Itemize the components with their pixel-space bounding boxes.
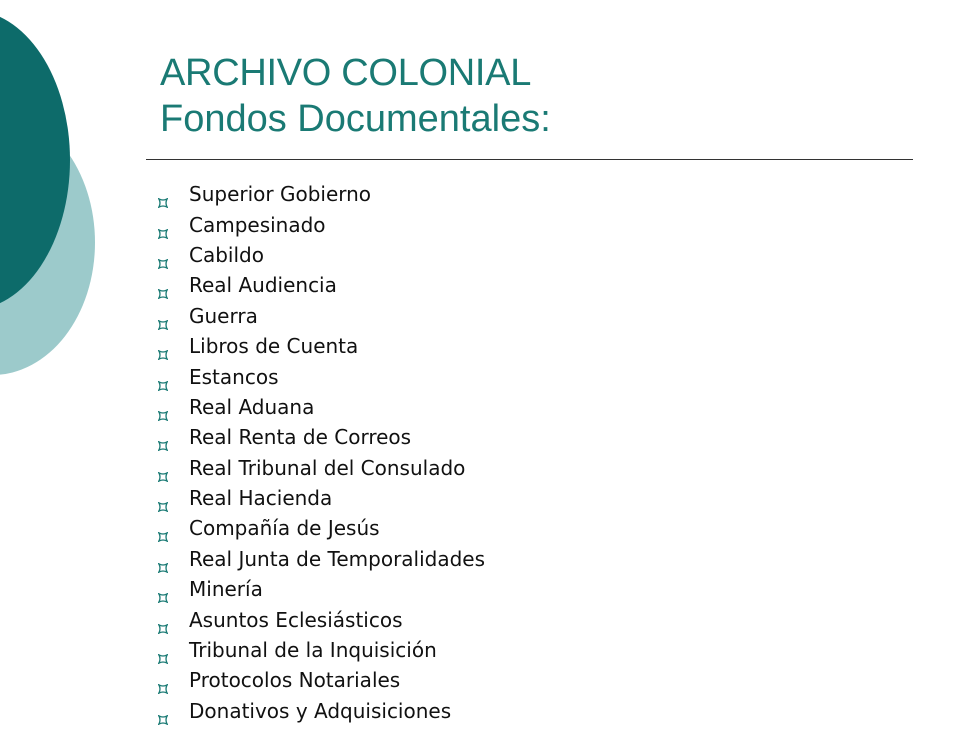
concave-square-bullet-icon xyxy=(158,311,168,321)
list-item-label: Superior Gobierno xyxy=(189,182,372,207)
list-item-label: Real Renta de Correos xyxy=(189,425,412,450)
concave-square-bullet-icon xyxy=(158,280,168,290)
list-item xyxy=(155,696,485,726)
list-item xyxy=(155,331,485,361)
concave-square-bullet-icon xyxy=(158,493,168,503)
list-item-label: Cabildo xyxy=(189,242,264,267)
title-divider xyxy=(146,159,913,160)
concave-square-bullet-icon xyxy=(158,523,168,533)
list-item-label: Real Tribunal del Consulado xyxy=(189,455,466,480)
concave-square-bullet-icon xyxy=(158,432,168,442)
concave-square-bullet-icon xyxy=(158,463,168,473)
list-item-label: Estancos xyxy=(189,364,279,389)
concave-square-bullet-icon xyxy=(158,341,168,351)
list-item xyxy=(155,301,485,331)
list-item-label: Real Aduana xyxy=(189,394,315,419)
list-item-label: Donativos y Adquisiciones xyxy=(189,698,452,723)
concave-square-bullet-icon xyxy=(158,372,168,382)
list-item xyxy=(155,483,485,513)
concave-square-bullet-icon xyxy=(158,554,168,564)
list-item-label: Real Audiencia xyxy=(189,273,337,298)
list-item-label: Asuntos Eclesiásticos xyxy=(189,607,403,632)
concave-square-bullet-icon xyxy=(158,706,168,716)
concave-square-bullet-icon xyxy=(158,402,168,412)
list-item xyxy=(155,574,485,604)
slide-title xyxy=(160,50,551,142)
concave-square-bullet-icon xyxy=(158,645,168,655)
list-item xyxy=(155,604,485,634)
list-item-label: Libros de Cuenta xyxy=(189,334,359,359)
list-item xyxy=(155,392,485,422)
list-item-label: Guerra xyxy=(189,303,258,328)
title-line-2: Fondos Documentales: xyxy=(160,98,551,140)
list-item xyxy=(155,179,485,209)
list-item xyxy=(155,209,485,239)
list-item-label: Campesinado xyxy=(189,212,326,237)
concave-square-bullet-icon xyxy=(158,584,168,594)
list-item-label: Real Junta de Temporalidades xyxy=(189,546,486,571)
concave-square-bullet-icon xyxy=(158,615,168,625)
title-line-1: ARCHIVO COLONIAL xyxy=(160,52,532,94)
list-item-label: Compañía de Jesús xyxy=(189,516,380,541)
list-item xyxy=(155,544,485,574)
list-item-label: Tribunal de la Inquisición xyxy=(189,638,437,663)
fondos-list xyxy=(155,179,485,726)
list-item xyxy=(155,665,485,695)
list-item xyxy=(155,635,485,665)
concave-square-bullet-icon xyxy=(158,250,168,260)
concave-square-bullet-icon xyxy=(158,220,168,230)
list-item xyxy=(155,513,485,543)
list-item xyxy=(155,361,485,391)
list-item xyxy=(155,453,485,483)
list-item-label: Minería xyxy=(189,577,263,602)
list-item xyxy=(155,270,485,300)
list-item-label: Protocolos Notariales xyxy=(189,668,401,693)
list-item-label: Real Hacienda xyxy=(189,486,333,511)
concave-square-bullet-icon xyxy=(158,675,168,685)
list-item xyxy=(155,422,485,452)
concave-square-bullet-icon xyxy=(158,189,168,199)
list-item xyxy=(155,240,485,270)
